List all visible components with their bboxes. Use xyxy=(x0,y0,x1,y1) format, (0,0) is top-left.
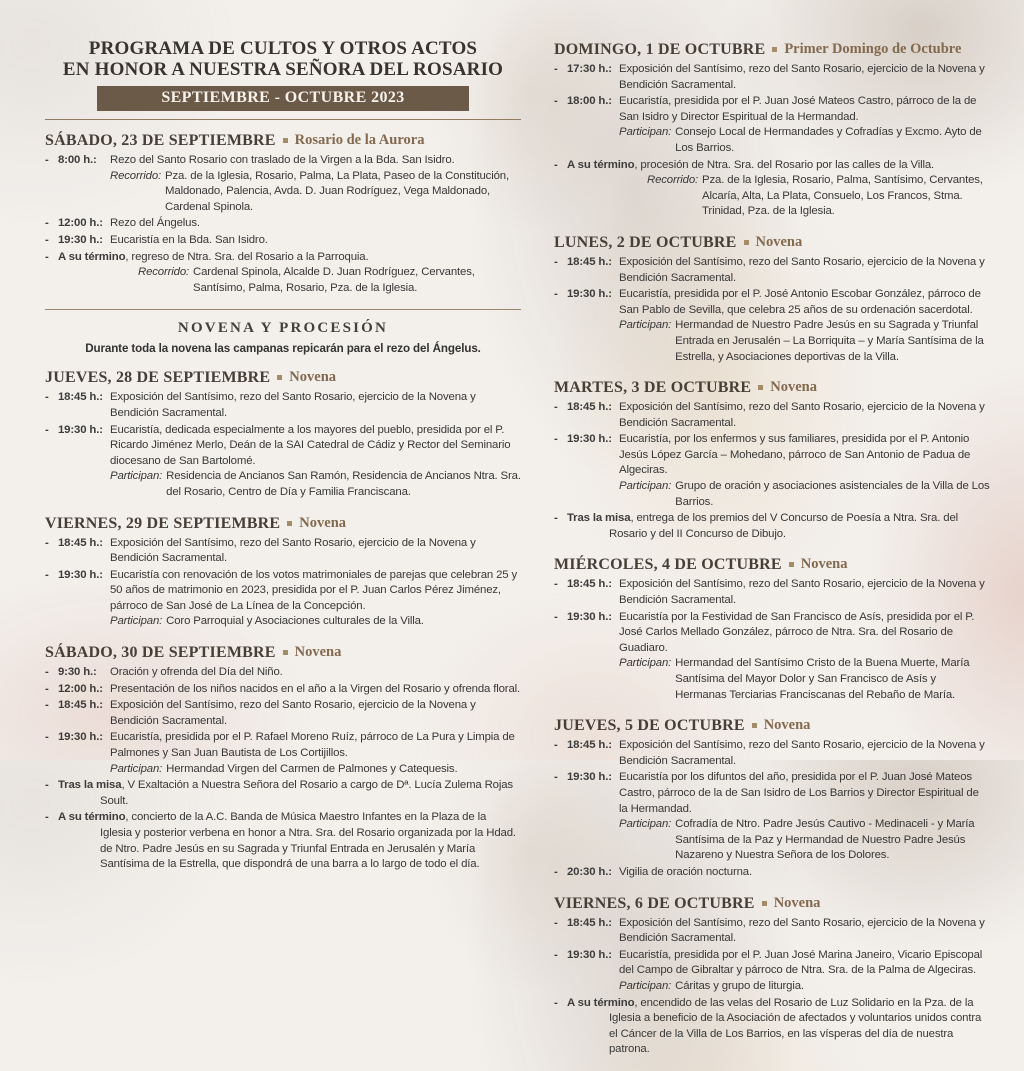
document-header xyxy=(45,38,521,120)
section-heading xyxy=(554,894,990,913)
subtitle-label: Novena xyxy=(773,894,821,911)
participants-text: Cofradía de Ntro. Padre Jesús Cautivo - Medinaceli - y María Santísima de la Paz y Hermandad de Nuestro Padre Jesús Nazareno y Nuestra Señora de los Dolores. xyxy=(675,818,975,862)
time-label: 19:30 h.: xyxy=(567,433,612,446)
dash-icon xyxy=(45,810,58,872)
event-row xyxy=(554,94,990,156)
event-text: Presentación de los niños nacidos en el año a la Virgen del Rosario y ofrenda floral. xyxy=(110,682,521,695)
route-tag: Recorrido: xyxy=(647,174,699,187)
dash-icon xyxy=(554,62,567,93)
sub-line xyxy=(647,173,990,220)
event-row xyxy=(45,682,521,698)
event-row xyxy=(45,810,521,872)
sub-line xyxy=(619,656,990,703)
dash-icon xyxy=(554,577,567,608)
dash-icon xyxy=(554,738,567,769)
dash-icon xyxy=(554,255,567,286)
participants-text: Hermandad del Santísimo Cristo de la Buena Muerte, María Santísima del Mayor Dolor y San Francisco de Asís y Hermanas Terciarias Franciscanas del Rebaño de María. xyxy=(675,657,970,701)
time-label: 18:45 h.: xyxy=(567,401,612,414)
dash-icon xyxy=(554,94,567,156)
event-description xyxy=(619,287,990,365)
dash-icon xyxy=(554,400,567,431)
event-row xyxy=(554,158,990,220)
event-description xyxy=(619,948,990,995)
event-description xyxy=(110,390,521,421)
event-note xyxy=(58,250,521,297)
section-heading xyxy=(554,378,990,397)
day-label: VIERNES, 6 DE OCTUBRE xyxy=(554,894,755,912)
page-title xyxy=(45,38,521,80)
time-label: 19:30 h.: xyxy=(58,233,103,246)
event-row xyxy=(554,511,990,542)
time-label: 19:30 h.: xyxy=(567,948,612,961)
time-label: 19:30 h.: xyxy=(58,568,103,581)
sub-line xyxy=(110,469,521,500)
schedule-section xyxy=(554,555,990,703)
time-label: 18:45 h.: xyxy=(58,391,103,404)
participants-tag: Participan: xyxy=(619,126,672,139)
event-description xyxy=(110,665,521,681)
event-text: Eucaristía por los difuntos del año, presidida por el P. Juan José Mateos Castro, párroco de la de San Isidro de Los Barrios y Director Espiritual de la Hermandad. xyxy=(619,771,979,815)
time-label: 19:30 h.: xyxy=(567,610,612,623)
section-heading xyxy=(45,643,521,662)
event-row xyxy=(554,62,990,93)
event-row xyxy=(554,865,990,881)
dash-icon xyxy=(554,770,567,864)
event-row xyxy=(45,730,521,777)
event-note xyxy=(567,158,990,220)
note-lead: A su término xyxy=(58,250,126,263)
subtitle-label: Novena xyxy=(763,717,811,734)
event-description xyxy=(110,153,521,215)
subtitle-label: Primer Domingo de Octubre xyxy=(784,41,962,57)
event-row xyxy=(554,255,990,286)
day-label: SÁBADO, 23 DE SEPTIEMBRE xyxy=(45,132,276,149)
event-text: Exposición del Santísimo, rezo del Santo Rosario, ejercicio de la Novena y Bendición Sacramental. xyxy=(619,255,985,284)
time-label: 18:45 h.: xyxy=(567,578,612,591)
event-text: Oración y ofrenda del Día del Niño. xyxy=(110,666,283,679)
dash-icon xyxy=(45,778,58,809)
section-heading xyxy=(554,233,990,252)
section-divider xyxy=(45,309,521,310)
page-title-line2: EN HONOR A NUESTRA SEÑORA DEL ROSARIO xyxy=(62,59,504,80)
square-bullet-icon xyxy=(283,650,288,655)
event-row xyxy=(554,287,990,365)
event-row xyxy=(45,216,521,232)
note-sub-lines xyxy=(138,265,521,296)
note-lead: A su término xyxy=(567,996,635,1009)
schedule-section xyxy=(554,894,990,1058)
schedule-section xyxy=(554,378,990,542)
day-label: MARTES, 3 DE OCTUBRE xyxy=(554,379,752,397)
participants-tag: Participan: xyxy=(619,979,672,992)
event-note xyxy=(567,511,990,542)
time-label: 18:45 h.: xyxy=(567,916,612,929)
event-text: Exposición del Santísimo, rezo del Santo Rosario, ejercicio de la Novena y Bendición Sacramental. xyxy=(619,578,985,607)
event-note xyxy=(58,778,521,809)
event-row xyxy=(554,916,990,947)
route-text: Pza. de la Iglesia, Rosario, Palma, La Plata, Paseo de la Constitución, Maldonado, Palencia, Avda. D. Juan Rodríguez, Vega Maldonado, Cardenal Spinola. xyxy=(165,169,509,213)
schedule-section xyxy=(554,40,990,220)
square-bullet-icon xyxy=(752,723,757,728)
right-column xyxy=(554,38,990,1071)
time-label: 19:30 h.: xyxy=(567,771,612,784)
square-bullet-icon xyxy=(762,901,767,906)
participants-text: Cáritas y grupo de liturgia. xyxy=(675,979,804,992)
dash-icon xyxy=(554,610,567,704)
day-label: DOMINGO, 1 DE OCTUBRE xyxy=(554,41,766,58)
left-column-blocks xyxy=(45,131,521,873)
schedule-section xyxy=(45,514,521,631)
event-row xyxy=(554,400,990,431)
sub-line xyxy=(619,479,990,510)
time-label: 19:30 h.: xyxy=(58,731,103,744)
note-text-rest: , encendido de las velas del Rosario de Luz Solidario en la Pza. de la Iglesia a beneficio de la Asociación de afectados y voluntarios unidos contra el Cáncer de la Villa de Los Barrios, en las vísperas del día de nuestra patrona. xyxy=(609,996,982,1056)
time-label: 18:45 h.: xyxy=(58,536,103,549)
dash-icon xyxy=(45,153,58,215)
sub-line xyxy=(110,614,521,630)
section-heading xyxy=(554,555,990,574)
event-text: Exposición del Santísimo, rezo del Santo Rosario, ejercicio de la Novena y Bendición Sacramental. xyxy=(110,699,476,727)
day-label: JUEVES, 28 DE SEPTIEMBRE xyxy=(45,369,271,387)
header-rule xyxy=(45,119,521,120)
note-text-rest: , regreso de Ntra. Sra. del Rosario a la Parroquia. xyxy=(125,250,369,263)
event-description xyxy=(110,698,521,729)
event-description xyxy=(110,682,521,698)
event-description xyxy=(110,216,521,232)
dash-icon xyxy=(45,390,58,421)
route-text: Pza. de la Iglesia, Rosario, Palma, Santísimo, Cervantes, Alcaría, Alta, La Plata, Consuelo, Los Francos, Stma. Trinidad, Pza. de la Iglesia. xyxy=(702,174,983,218)
event-description xyxy=(110,536,521,567)
time-label: 8:00 h.: xyxy=(58,154,97,166)
participants-text: Coro Parroquial y Asociaciones culturales de la Villa. xyxy=(166,615,424,628)
sub-line xyxy=(619,125,990,156)
note-paragraph xyxy=(567,996,990,1058)
note-lead: Tras la misa xyxy=(58,779,122,792)
event-text: Exposición del Santísimo, rezo del Santo Rosario, ejercicio de la Novena y Bendición Sacramental. xyxy=(110,536,476,565)
dash-icon xyxy=(554,916,567,947)
participants-tag: Participan: xyxy=(110,615,163,628)
event-row xyxy=(45,250,521,297)
sub-line xyxy=(619,318,990,365)
participants-text: Residencia de Ancianos San Ramón, Residencia de Ancianos Ntra. Sra. del Rosario, Centro de Día y Familia Franciscana. xyxy=(166,470,521,498)
day-label: JUEVES, 5 DE OCTUBRE xyxy=(554,717,745,735)
season-banner: SEPTIEMBRE - OCTUBRE 2023 xyxy=(97,86,469,111)
sub-line xyxy=(110,169,521,216)
event-text: Exposición del Santísimo, rezo del Santo Rosario, ejercicio de la Novena y Bendición Sacramental. xyxy=(619,63,985,91)
time-label: 12:00 h.: xyxy=(58,682,103,695)
time-label: 17:30 h.: xyxy=(567,63,612,75)
right-column-blocks xyxy=(554,40,990,1058)
dash-icon xyxy=(554,432,567,510)
event-text: Eucaristía en la Bda. San Isidro. xyxy=(110,233,268,246)
event-description xyxy=(110,730,521,777)
event-row xyxy=(45,233,521,249)
section-heading xyxy=(554,40,990,59)
participants-tag: Participan: xyxy=(110,470,163,483)
participants-text: Hermandad Virgen del Carmen de Palmones y Catequesis. xyxy=(166,762,458,775)
event-text: Eucaristía con renovación de los votos matrimoniales de parejas que celebran 25 y 50 años de matrimonio en 2023, presidida por el P. Juan Carlos Pérez Jiménez, párroco de San José de La Línea de la Concepción. xyxy=(110,568,518,612)
schedule-section xyxy=(45,643,521,873)
time-label: 18:45 h.: xyxy=(567,255,612,268)
event-text: Exposición del Santísimo, rezo del Santo Rosario, ejercicio de la Novena y Bendición Sacramental. xyxy=(110,391,476,419)
note-lead: Tras la misa xyxy=(567,512,631,525)
section-heading xyxy=(45,368,521,387)
schedule-section xyxy=(45,368,521,500)
sub-line xyxy=(110,762,521,778)
dash-icon xyxy=(554,865,567,881)
schedule-section xyxy=(554,233,990,365)
event-row xyxy=(554,738,990,769)
time-label: 18:45 h.: xyxy=(567,739,612,752)
left-column xyxy=(45,38,521,1071)
participants-tag: Participan: xyxy=(619,480,672,493)
dash-icon xyxy=(45,665,58,681)
event-description xyxy=(619,432,990,510)
subtitle-label: Novena xyxy=(800,556,848,573)
dash-icon xyxy=(45,568,58,630)
time-label: 18:00 h.: xyxy=(567,95,612,108)
dash-icon xyxy=(45,233,58,249)
event-text: Eucaristía, dedicada especialmente a los mayores del pueblo, presidida por el P. Ricardo Jiménez Merlo, Deán de la SAI Catedral de Cádiz y Rector del Seminario diocesano de San Bartolomé. xyxy=(110,423,511,467)
event-description xyxy=(619,255,990,286)
day-label: SÁBADO, 30 DE SEPTIEMBRE xyxy=(45,644,276,662)
participants-text: Consejo Local de Hermandades y Cofradías y Excmo. Ayto de Los Barrios. xyxy=(675,126,982,154)
dash-icon xyxy=(45,423,58,501)
event-text: Eucaristía, por los enfermos y sus familiares, presidida por el P. Antonio Jesús López García – Mohedano, párroco de San Antonio de Padua de Algeciras. xyxy=(619,433,971,477)
note-paragraph xyxy=(567,511,990,542)
note-lead: A su término xyxy=(58,811,126,824)
dash-icon xyxy=(45,682,58,698)
schedule-section xyxy=(45,131,521,296)
square-bullet-icon xyxy=(277,375,282,380)
event-description xyxy=(619,577,990,608)
sub-line xyxy=(619,979,990,995)
subtitle-label: Novena xyxy=(289,369,337,386)
time-label: 19:30 h.: xyxy=(567,288,612,301)
subtitle-label: Novena xyxy=(299,514,347,531)
note-paragraph xyxy=(58,250,521,266)
dash-icon xyxy=(45,698,58,729)
event-row xyxy=(45,536,521,567)
note-paragraph xyxy=(58,778,521,809)
novena-note: Durante toda la novena las campanas repicarán para el rezo del Ángelus. xyxy=(85,342,481,356)
event-note xyxy=(567,996,990,1058)
event-text: Exposición del Santísimo, rezo del Santo Rosario, ejercicio de la Novena y Bendición Sacramental. xyxy=(619,916,985,945)
event-row xyxy=(554,996,990,1058)
note-paragraph xyxy=(567,158,990,174)
event-description xyxy=(619,94,990,156)
event-description xyxy=(619,916,990,947)
novena-heading: NOVENA Y PROCESIÓN xyxy=(177,320,389,337)
event-text: Eucaristía, presidida por el P. Juan José Marina Janeiro, Vicario Episcopal del Campo de Gibraltar y párroco de Ntra. Sra. de la Palma de Algeciras. xyxy=(619,948,983,977)
event-text: Rezo del Ángelus. xyxy=(110,217,200,230)
participants-text: Hermandad de Nuestro Padre Jesús en su Sagrada y Triunfal Entrada en Jerusalén – La Borriquita – y María Santísima de la Estrella, y Asociaciones deportivas de la Villa. xyxy=(675,319,984,363)
sub-line xyxy=(138,265,521,296)
event-description xyxy=(619,62,990,93)
event-description xyxy=(619,865,990,881)
participants-tag: Participan: xyxy=(619,657,672,670)
event-text: Exposición del Santísimo, rezo del Santo Rosario, ejercicio de la Novena y Bendición Sacramental. xyxy=(619,739,985,767)
novena-block xyxy=(45,319,521,356)
event-row xyxy=(45,698,521,729)
time-label: 19:30 h.: xyxy=(58,423,103,436)
note-text-rest: , V Exaltación a Nuestra Señora del Rosario a cargo de Dª. Lucía Zulema Rojas Soult. xyxy=(100,779,513,807)
event-row xyxy=(554,432,990,510)
event-row xyxy=(45,568,521,630)
dash-icon xyxy=(45,730,58,777)
square-bullet-icon xyxy=(772,47,777,52)
schedule-section xyxy=(554,716,990,880)
day-label: LUNES, 2 DE OCTUBRE xyxy=(554,233,737,251)
time-label: 18:45 h.: xyxy=(58,699,103,712)
note-paragraph xyxy=(58,810,521,872)
participants-tag: Participan: xyxy=(619,818,672,831)
event-row xyxy=(554,948,990,995)
event-row xyxy=(45,390,521,421)
event-text: Exposición del Santísimo, rezo del Santo Rosario, ejercicio de la Novena y Bendición Sacramental. xyxy=(619,401,985,429)
event-description xyxy=(110,233,521,249)
dash-icon xyxy=(554,511,567,542)
event-description xyxy=(110,423,521,501)
square-bullet-icon xyxy=(287,521,292,526)
time-label: 20:30 h.: xyxy=(567,865,612,878)
dash-icon xyxy=(554,158,567,220)
dash-icon xyxy=(45,536,58,567)
event-description xyxy=(619,610,990,704)
square-bullet-icon xyxy=(283,138,288,143)
event-note xyxy=(58,810,521,872)
participants-tag: Participan: xyxy=(110,762,163,775)
event-row xyxy=(45,665,521,681)
participants-tag: Participan: xyxy=(619,319,672,332)
dash-icon xyxy=(554,948,567,995)
subtitle-label: Novena xyxy=(755,233,803,250)
event-row xyxy=(554,577,990,608)
dash-icon xyxy=(554,996,567,1058)
time-label: 12:00 h.: xyxy=(58,217,103,230)
sub-line xyxy=(619,817,990,864)
event-row xyxy=(45,778,521,809)
note-text-rest: , procesión de Ntra. Sra. del Rosario por las calles de la Villa. xyxy=(634,158,935,171)
note-sub-lines xyxy=(647,173,990,220)
section-heading xyxy=(45,514,521,533)
dash-icon xyxy=(45,216,58,232)
event-row xyxy=(554,770,990,864)
day-label: MIÉRCOLES, 4 DE OCTUBRE xyxy=(554,556,782,574)
event-description xyxy=(619,400,990,431)
event-row xyxy=(554,610,990,704)
event-text: Rezo del Santo Rosario con traslado de la Virgen a la Bda. San Isidro. xyxy=(110,154,455,166)
event-text: Eucaristía, presidida por el P. Rafael Moreno Ruíz, párroco de La Pura y Limpia de Palmones y San Juan Bautista de Los Cortijillos. xyxy=(110,731,515,760)
subtitle-label: Novena xyxy=(294,644,342,661)
subtitle-label: Rosario de la Aurora xyxy=(294,132,425,148)
note-text-rest: , concierto de la A.C. Banda de Música Maestro Infantes en la Plaza de la Iglesia y posterior verbena en honor a Ntra. Sra. del Rosario organizada por la Hdad. de Ntro. Padre Jesús en su Sagrada y Triunfal Entrada en Jerusalén y María Santísima de la Estrella, que dispondrá de una barra a lo largo de todo el día. xyxy=(100,811,516,871)
route-tag: Recorrido: xyxy=(138,266,190,279)
note-lead: A su término xyxy=(567,158,635,171)
section-heading xyxy=(554,716,990,735)
route-tag: Recorrido: xyxy=(110,169,162,182)
section-heading xyxy=(45,131,521,150)
square-bullet-icon xyxy=(744,240,749,245)
subtitle-label: Novena xyxy=(770,379,817,396)
event-description xyxy=(110,568,521,630)
event-text: Eucaristía, presidida por el P. Juan José Mateos Castro, párroco de la de San Isidro y Director Espiritual de la Hermandad. xyxy=(619,95,977,123)
event-text: Eucaristía por la Festividad de San Francisco de Asís, presidida por el P. José Carlos Mellado González, párroco de Ntra. Sra. del Rosario de Guadiaro. xyxy=(619,610,975,654)
event-row xyxy=(45,153,521,215)
event-description xyxy=(619,738,990,769)
event-row xyxy=(45,423,521,501)
square-bullet-icon xyxy=(758,385,763,390)
event-text: Vigilia de oración nocturna. xyxy=(619,865,752,878)
participants-text: Grupo de oración y asociaciones asistenciales de la Villa de Los Barrios. xyxy=(675,480,990,508)
day-label: VIERNES, 29 DE SEPTIEMBRE xyxy=(45,514,281,532)
page-title-line1: PROGRAMA DE CULTOS Y OTROS ACTOS xyxy=(88,38,478,59)
note-text-rest: , entrega de los premios del V Concurso de Poesía a Ntra. Sra. del Rosario y del II Concurso de Dibujo. xyxy=(609,512,959,540)
time-label: 9:30 h.: xyxy=(58,666,97,679)
dash-icon xyxy=(45,250,58,297)
square-bullet-icon xyxy=(789,562,794,567)
event-text: Eucaristía, presidida por el P. José Antonio Escobar González, párroco de San Pablo de Sevilla, que celebra 25 años de su ordenación sacerdotal. xyxy=(619,288,981,316)
event-description xyxy=(619,770,990,864)
dash-icon xyxy=(554,287,567,365)
route-text: Cardenal Spinola, Alcalde D. Juan Rodríguez, Cervantes, Santísimo, Palma, Rosario, Pza. de la Iglesia. xyxy=(193,266,475,294)
